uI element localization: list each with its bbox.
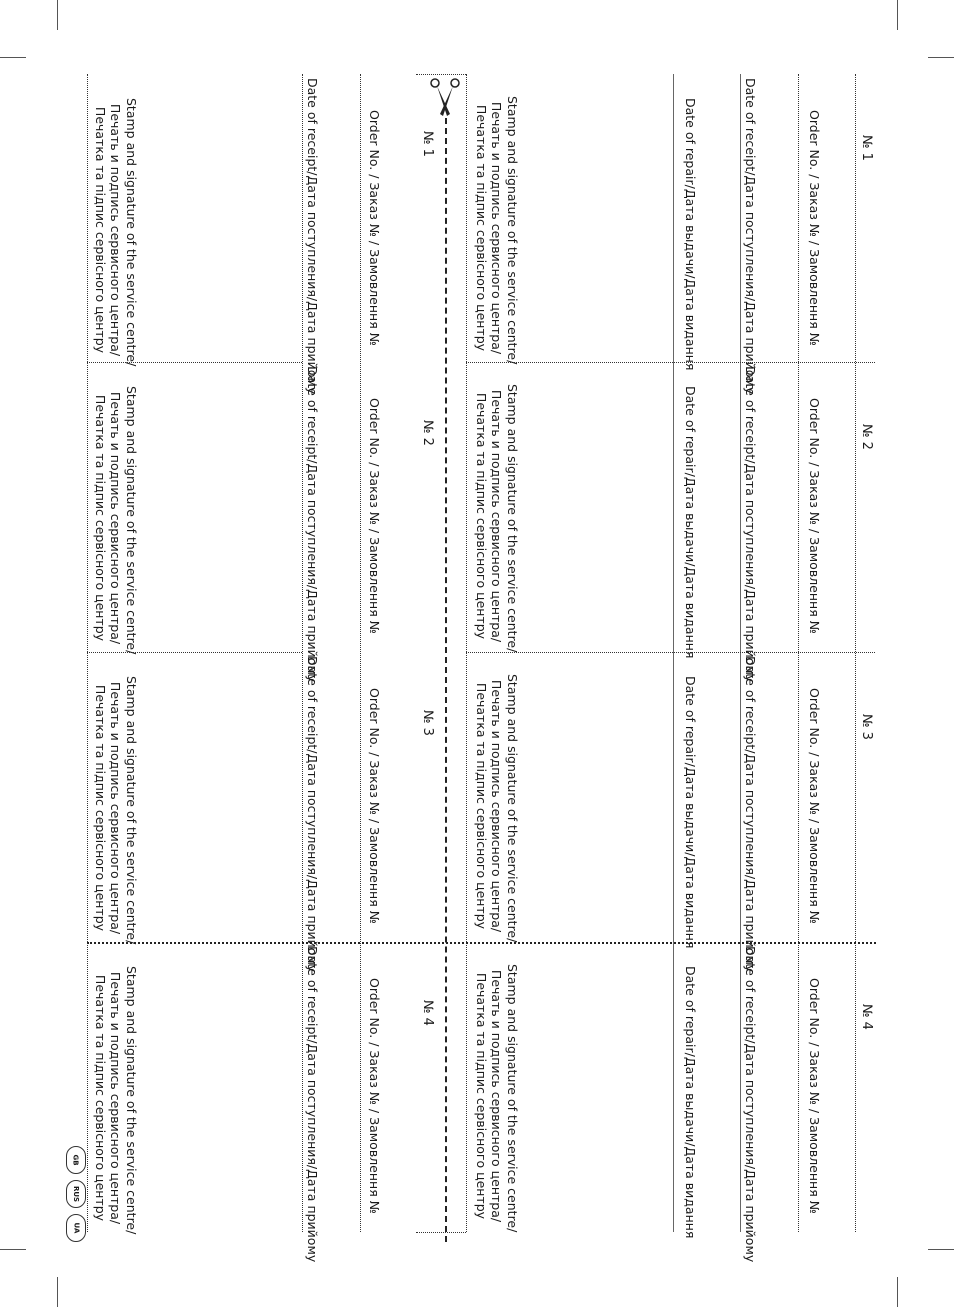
field-rule xyxy=(302,74,303,1232)
stamp-line: Печатка та підпис сервісного центру xyxy=(93,106,108,354)
repair-date-label: Date of repair/Дата выдачи/Дата видання xyxy=(683,98,698,371)
stamp-line: Печать и подпись сервисного центра/ xyxy=(489,101,505,355)
language-badge-rus: RUS xyxy=(66,1180,86,1208)
coupon-separator xyxy=(87,362,302,363)
receipt-date-label: Date of receipt/Дата поступления/Дата прийому xyxy=(305,656,320,973)
receipt-date-label: Date of receipt/Дата поступления/Дата прийому xyxy=(743,78,758,395)
coupon-separator xyxy=(416,74,466,75)
stamp-line: Печатка та підпис сервісного центру xyxy=(93,974,108,1222)
coupon-number: № 2 xyxy=(420,420,435,446)
field-rule xyxy=(360,74,361,1232)
stamp-line: Stamp and signature of the service centre/ xyxy=(124,98,139,367)
order-number-label: Order No. / Заказ № / Замовлення № xyxy=(807,978,822,1214)
stamp-signature-label xyxy=(472,96,520,365)
stamp-line: Печать и подпись сервисного центра/ xyxy=(108,971,124,1225)
repair-date-label: Date of repair/Дата выдачи/Дата видання xyxy=(683,386,698,659)
stamp-line: Печатка та підпис сервісного центру xyxy=(474,104,489,352)
repair-date-label: Date of repair/Дата выдачи/Дата видання xyxy=(683,676,698,949)
receipt-date-label: Date of receipt/Дата поступления/Дата прийому xyxy=(305,78,320,395)
stamp-signature-label xyxy=(472,384,520,653)
stamp-line: Stamp and signature of the service centre/ xyxy=(505,384,520,653)
stamp-line: Печатка та підпис сервісного центру xyxy=(93,684,108,932)
stamp-line: Печатка та підпис сервісного центру xyxy=(474,392,489,640)
stamp-signature-label xyxy=(91,386,139,655)
stamp-line: Печать и подпись сервисного центра/ xyxy=(108,391,124,645)
stamp-line: Печатка та підпис сервісного центру xyxy=(474,972,489,1220)
receipt-date-label: Date of receipt/Дата поступления/Дата прийому xyxy=(743,656,758,973)
language-badge-ua: UA xyxy=(66,1214,86,1242)
receipt-date-label: Date of receipt/Дата поступления/Дата прийому xyxy=(305,946,320,1263)
stamp-signature-label xyxy=(472,674,520,943)
field-rule xyxy=(740,74,741,1232)
stamp-line: Stamp and signature of the service centre/ xyxy=(505,96,520,365)
receipt-date-label: Date of receipt/Дата поступления/Дата прийому xyxy=(743,946,758,1263)
stamp-line: Stamp and signature of the service centre/ xyxy=(124,966,139,1235)
stamp-line: Печать и подпись сервисного центра/ xyxy=(489,389,505,643)
coupon-number: № 2 xyxy=(859,424,874,450)
coupon-number: № 3 xyxy=(420,710,435,736)
stamp-line: Печать и подпись сервисного центра/ xyxy=(108,681,124,935)
receipt-date-label: Date of receipt/Дата поступления/Дата прийому xyxy=(305,366,320,683)
order-number-label: Order No. / Заказ № / Замовлення № xyxy=(367,688,382,924)
stamp-line: Печать и подпись сервисного центра/ xyxy=(108,103,124,357)
stamp-line: Stamp and signature of the service centre/ xyxy=(124,386,139,655)
stamp-line: Stamp and signature of the service centre/ xyxy=(124,676,139,945)
stamp-line: Печатка та підпис сервісного центру xyxy=(474,682,489,930)
field-rule xyxy=(466,74,467,1232)
coupon-number: № 1 xyxy=(859,135,874,161)
stamp-line: Stamp and signature of the service centre/ xyxy=(505,674,520,943)
field-rule xyxy=(798,74,799,1232)
repair-date-label: Date of repair/Дата выдачи/Дата видання xyxy=(683,966,698,1239)
order-number-label: Order No. / Заказ № / Замовлення № xyxy=(367,978,382,1214)
order-number-label: Order No. / Заказ № / Замовлення № xyxy=(367,110,382,346)
field-rule xyxy=(673,74,674,1232)
order-number-label: Order No. / Заказ № / Замовлення № xyxy=(367,398,382,634)
stamp-signature-label xyxy=(91,98,139,367)
stamp-line: Печать и подпись сервисного центра/ xyxy=(489,969,505,1223)
receipt-date-label: Date of receipt/Дата поступления/Дата прийому xyxy=(743,366,758,683)
stamp-signature-label xyxy=(91,966,139,1235)
coupon-number: № 4 xyxy=(859,1004,874,1030)
cut-line xyxy=(445,118,447,1242)
coupon-number: № 4 xyxy=(420,1000,435,1026)
language-badge-gb: GB xyxy=(66,1146,86,1174)
coupon-separator xyxy=(466,362,875,363)
stamp-signature-label xyxy=(91,676,139,945)
field-rule xyxy=(855,74,856,1232)
coupon-number: № 3 xyxy=(859,714,874,740)
coupon-number: № 1 xyxy=(420,131,435,157)
stamp-signature-label xyxy=(472,964,520,1233)
order-number-label: Order No. / Заказ № / Замовлення № xyxy=(807,110,822,346)
coupon-separator xyxy=(87,652,302,653)
coupon-separator xyxy=(416,1232,466,1233)
order-number-label: Order No. / Заказ № / Замовлення № xyxy=(807,398,822,634)
stamp-line: Печатка та підпис сервісного центру xyxy=(93,394,108,642)
order-number-label: Order No. / Заказ № / Замовлення № xyxy=(807,688,822,924)
stamp-line: Stamp and signature of the service centre/ xyxy=(505,964,520,1233)
stamp-line: Печать и подпись сервисного центра/ xyxy=(489,679,505,933)
coupon-separator xyxy=(466,652,875,653)
scissors-icon xyxy=(428,76,462,120)
field-rule xyxy=(87,74,88,1232)
